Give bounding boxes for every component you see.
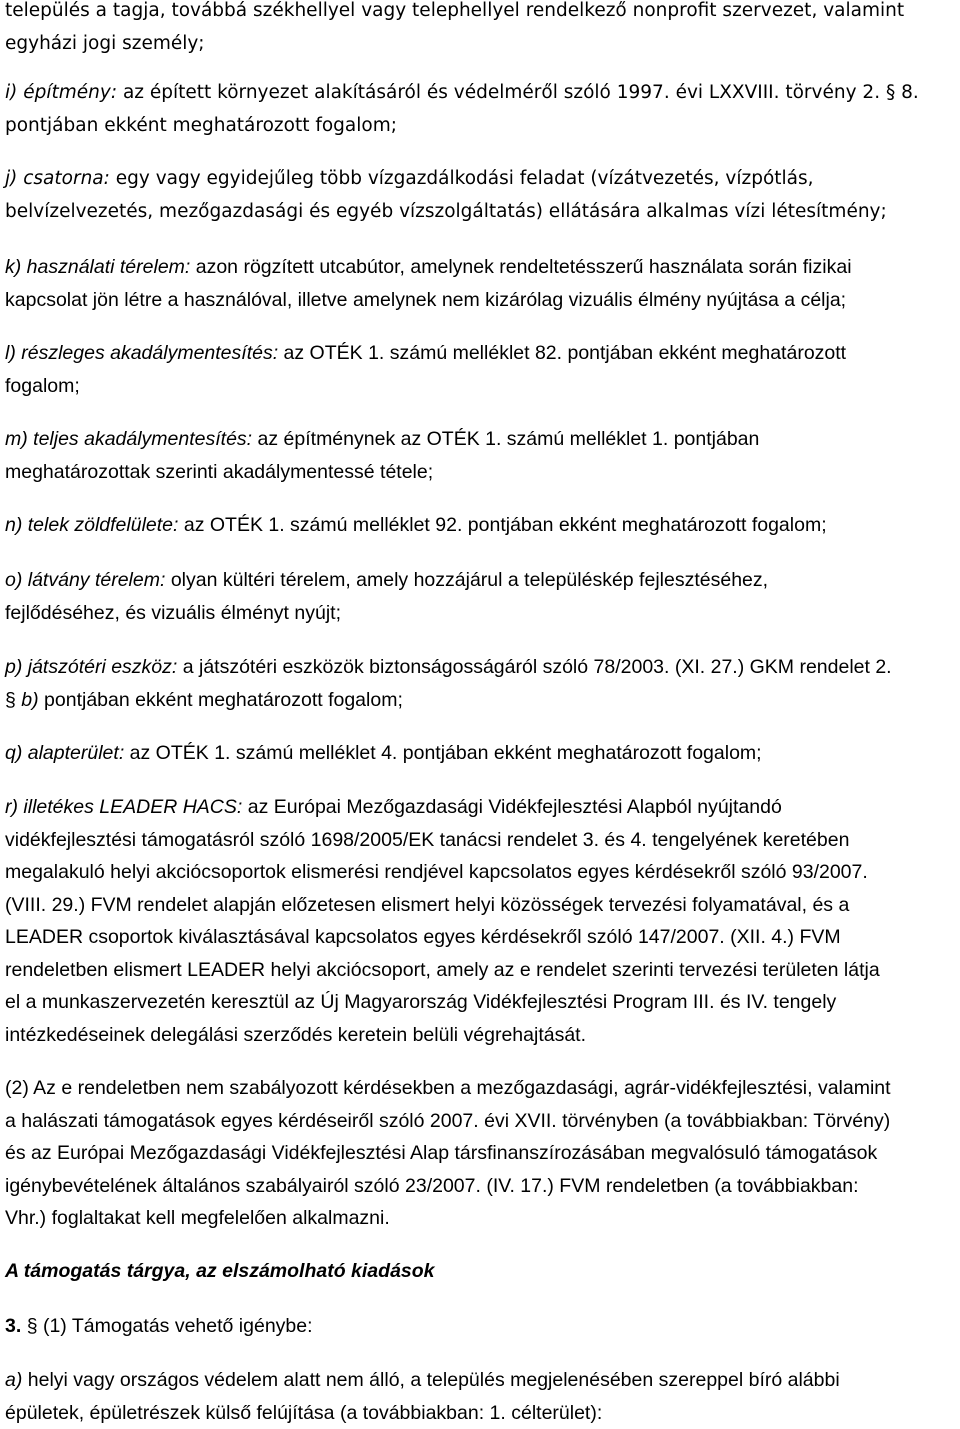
- text-line: [5, 1364, 960, 1397]
- text-line: [5, 791, 960, 824]
- text-line: [5, 423, 960, 456]
- text-line: LEADER csoportok kiválasztásával kapcsolatos egyes kérdésekről szóló 147/2007. (XII. 4.) FVM: [5, 921, 960, 954]
- paragraph-a: [5, 1364, 960, 1429]
- text-line: [5, 251, 960, 284]
- paragraph-i: [5, 77, 960, 142]
- definition-text: az építménynek az OTÉK 1. számú melléklet 1. pontjában: [252, 428, 759, 450]
- paragraph-3: [5, 1310, 960, 1343]
- paragraph-intro: [5, 0, 960, 60]
- text-line: [5, 509, 960, 542]
- definition-term: j) csatorna:: [5, 168, 110, 189]
- section-sign: §: [27, 1315, 38, 1337]
- definition-text: az OTÉK 1. számú melléklet 4. pontjában ekként meghatározott fogalom;: [124, 742, 761, 764]
- definition-term: o) látvány térelem:: [5, 569, 165, 591]
- text-line: [5, 1310, 960, 1343]
- text-line: megalakuló helyi akciócsoportok elismerési rendjével kapcsolatos egyes kérdésekről szóló 93/2007.: [5, 856, 960, 889]
- text-line: település a tagja, továbbá székhellyel vagy telephellyel rendelkező nonprofit szervezet, valamint: [5, 0, 960, 28]
- definition-text: olyan kültéri térelem, amely hozzájárul a településkép fejlesztéséhez,: [165, 569, 768, 591]
- text-line: [5, 651, 960, 684]
- definition-term: l) részleges akadálymentesítés:: [5, 342, 278, 364]
- definition-term: q) alapterület:: [5, 742, 124, 764]
- text-line: (VIII. 29.) FVM rendelet alapján előzetesen elismert helyi közösségek tervezési folyamatával, és a: [5, 889, 960, 922]
- definition-term: b): [16, 689, 39, 711]
- text-line: Vhr.) foglaltakat kell megfelelően alkalmazni.: [5, 1202, 960, 1235]
- section-sign: §: [886, 82, 895, 103]
- definition-term: m) teljes akadálymentesítés:: [5, 428, 252, 450]
- text-line: [5, 564, 960, 597]
- text-line: pontjában ekként meghatározott fogalom;: [5, 110, 960, 143]
- text-line: a halászati támogatások egyes kérdéseiről szóló 2007. évi XVII. törvényben (a továbbiakban: Törvény): [5, 1105, 960, 1138]
- paragraph-n: [5, 509, 960, 542]
- definition-term: r) illetékes LEADER HACS:: [5, 796, 242, 818]
- text-line: belvízelvezetés, mezőgazdasági és egyéb vízszolgáltatás) ellátására alkalmas vízi létesítmény;: [5, 196, 960, 229]
- definition-text: egy vagy egyidejűleg több vízgazdálkodási feladat (vízátvezetés, vízpótlás,: [110, 168, 814, 189]
- paragraph-j: [5, 163, 960, 228]
- paragraph-o: [5, 564, 960, 629]
- definition-text: 8.: [895, 82, 919, 103]
- text-line: [5, 337, 960, 370]
- definition-term: a): [5, 1369, 22, 1391]
- paragraph-m: [5, 423, 960, 488]
- section-sign: §: [5, 689, 16, 711]
- text-line: [5, 684, 960, 717]
- text-line: meghatározottak szerinti akadálymentessé tétele;: [5, 456, 960, 489]
- definition-text: az épített környezet alakításáról és védelméről szóló 1997. évi LXXVIII. törvény 2.: [117, 82, 886, 103]
- text-line: el a munkaszervezetén keresztül az Új Magyarország Vidékfejlesztési Program III. és IV. tengely: [5, 986, 960, 1019]
- text-line: intézkedéseinek delegálási szerződés keretein belüli végrehajtását.: [5, 1019, 960, 1052]
- definition-text: az OTÉK 1. számú melléklet 82. pontjában ekként meghatározott: [278, 342, 846, 364]
- text-line: igénybevételének általános szabályairól szóló 23/2007. (IV. 17.) FVM rendeletben (a továbbiakban:: [5, 1170, 960, 1203]
- paragraph-p: [5, 651, 960, 716]
- text-line: vidékfejlesztési támogatásról szóló 1698/2005/EK tanácsi rendelet 3. és 4. tengelyének keretében: [5, 824, 960, 857]
- definition-text: pontjában ekként meghatározott fogalom;: [39, 689, 403, 711]
- paragraph-k: [5, 251, 960, 316]
- definition-text: a játszótéri eszközök biztonságosságáról szóló 78/2003. (XI. 27.) GKM rendelet 2.: [177, 656, 891, 678]
- text-line: egyházi jogi személy;: [5, 28, 960, 61]
- definition-text: az Európai Mezőgazdasági Vidékfejlesztési Alapból nyújtandó: [242, 796, 782, 818]
- section-heading: [5, 1255, 960, 1288]
- text-line: rendeletben elismert LEADER helyi akciócsoport, amely az e rendelet szerinti tervezési területen látja: [5, 954, 960, 987]
- text-line: [5, 77, 960, 110]
- paragraph-q: [5, 737, 960, 770]
- text-line: [5, 163, 960, 196]
- section-number: 3.: [5, 1315, 21, 1337]
- text-line: kapcsolat jön létre a használóval, illetve amelynek nem kizárólag vizuális élmény nyújtása a célja;: [5, 284, 960, 317]
- definition-text: helyi vagy országos védelem alatt nem álló, a település megjelenésében szereppel bíró alábbi: [22, 1369, 839, 1391]
- text-line: és az Európai Mezőgazdasági Vidékfejlesztési Alap társfinanszírozásában megvalósuló támogatások: [5, 1137, 960, 1170]
- heading-text: A támogatás tárgya, az elszámolható kiadások: [5, 1255, 960, 1288]
- paragraph-text: (1) Támogatás vehető igénybe:: [38, 1315, 313, 1337]
- text-line: [5, 737, 960, 770]
- text-line: fejlődéséhez, és vizuális élményt nyújt;: [5, 597, 960, 630]
- definition-term: i) építmény:: [5, 82, 117, 103]
- definition-term: k) használati térelem:: [5, 256, 190, 278]
- definition-term: n) telek zöldfelülete:: [5, 514, 178, 536]
- paragraph-2: [5, 1072, 960, 1235]
- paragraph-r: [5, 791, 960, 1051]
- text-line: (2) Az e rendeletben nem szabályozott kérdésekben a mezőgazdasági, agrár-vidékfejlesztési, valamint: [5, 1072, 960, 1105]
- definition-text: az OTÉK 1. számú melléklet 92. pontjában ekként meghatározott fogalom;: [178, 514, 826, 536]
- definition-text: azon rögzített utcabútor, amelynek rendeltetésszerű használata során fizikai: [190, 256, 851, 278]
- text-line: épületek, épületrészek külső felújítása (a továbbiakban: 1. célterület):: [5, 1397, 960, 1429]
- definition-term: p) játszótéri eszköz:: [5, 656, 177, 678]
- paragraph-l: [5, 337, 960, 402]
- text-line: fogalom;: [5, 370, 960, 403]
